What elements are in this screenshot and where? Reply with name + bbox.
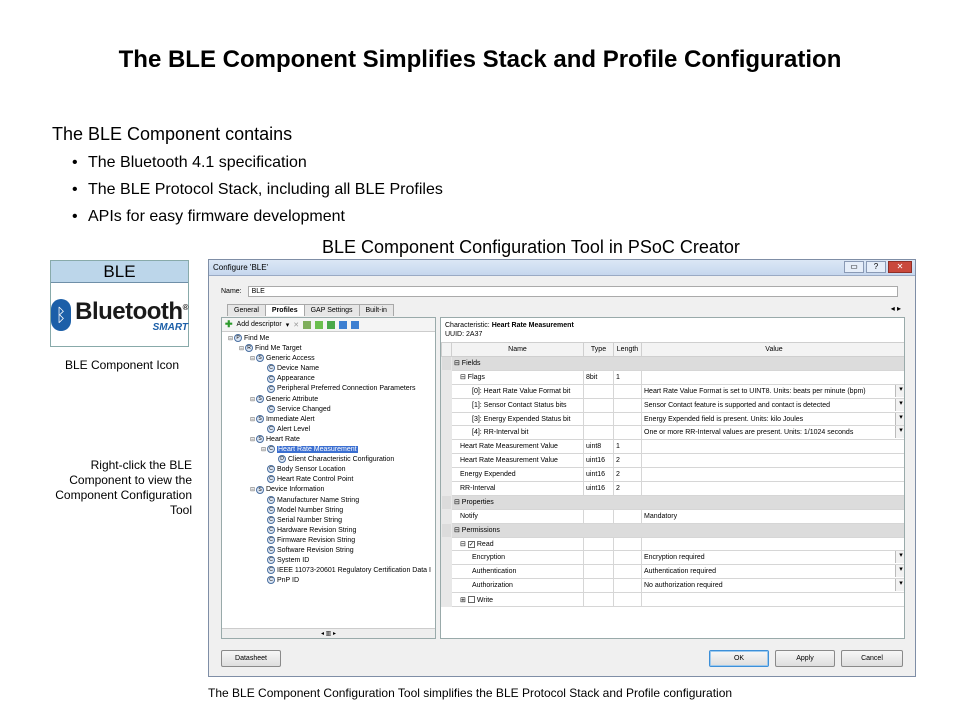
export-icon[interactable] [351, 321, 359, 329]
grid-row [442, 579, 906, 593]
grid-cell-name: [4]: RR-Interval bit [472, 429, 529, 437]
tree-item-label: Immediate Alert [266, 415, 315, 423]
grid-row [442, 440, 906, 454]
grid-cell-type [584, 426, 614, 440]
grid-cell-type [584, 509, 614, 523]
grid-cell-type [584, 593, 614, 607]
grid-row [442, 454, 906, 468]
bluetooth-smart-logo [51, 283, 188, 347]
bullet-item: • The BLE Protocol Stack, including all BLE Profiles [72, 179, 443, 206]
bottom-caption: The BLE Component Configuration Tool simplifies the BLE Protocol Stack and Profile configuration [208, 686, 733, 700]
grid-row [442, 398, 906, 412]
tree-item[interactable] [222, 485, 435, 495]
tree-item-label: Model Number String [277, 506, 344, 514]
right-click-note: Right-click the BLE Component to view the Component Configuration Tool [55, 458, 192, 517]
tree-item-label: Peripheral Preferred Connection Parameters [277, 385, 416, 393]
grid-row [442, 370, 906, 384]
icon-caption: BLE Component Icon [64, 358, 180, 372]
grid-cell-length: 2 [614, 482, 642, 496]
tree-item[interactable] [222, 496, 435, 506]
grid-cell-name: Authentication [472, 568, 517, 576]
tree-expander-icon[interactable]: ⊟ [250, 396, 256, 403]
tree-item[interactable] [222, 536, 435, 546]
tree-item[interactable] [222, 465, 435, 475]
grid-row [442, 384, 906, 398]
grid-cell-type [584, 384, 614, 398]
grid-cell-type [584, 565, 614, 579]
grid-cell-length [614, 565, 642, 579]
fields-grid [441, 342, 905, 607]
tab-scroll-arrows[interactable]: ◂ ▸ [890, 304, 901, 313]
grid-cell-name: RR-Interval [460, 484, 496, 492]
name-row [221, 286, 898, 297]
dialog-button-row [221, 650, 903, 668]
tree-node-icon: R [245, 344, 253, 352]
grid-cell-length [614, 537, 642, 551]
grid-row [442, 468, 906, 482]
grid-cell-name: Notify [460, 512, 478, 520]
grid-cell-length [614, 509, 642, 523]
grid-row [442, 565, 906, 579]
grid-cell-name: ⊟ Flags [460, 374, 485, 382]
column-header-name: Name [452, 343, 584, 357]
grid-row [442, 482, 906, 496]
tree-item[interactable] [222, 445, 435, 455]
permission-checkbox[interactable] [468, 596, 475, 603]
add-descriptor-button[interactable]: Add descriptor [236, 321, 282, 328]
tree-item-label: Find Me [244, 335, 270, 342]
grid-cell-name: Read [476, 541, 494, 549]
tree-item[interactable] [222, 344, 435, 354]
tree-item-label: System ID [277, 557, 310, 565]
grid-cell-length: 1 [614, 370, 642, 384]
tree-node-icon: C [267, 445, 275, 453]
grid-cell-value[interactable] [642, 482, 906, 496]
tree-node-icon: C [267, 405, 275, 413]
tree-node-icon: D [278, 455, 286, 463]
tree-node-icon: P [234, 334, 242, 342]
grid-row [442, 509, 906, 523]
tree-item-label: Body Sensor Location [277, 466, 346, 474]
tree-item-label: Generic Access [266, 355, 315, 363]
grid-cell-name: Energy Expended [460, 471, 516, 479]
tab-built-in[interactable]: Built-in [359, 304, 394, 316]
tree-node-icon: S [256, 435, 264, 443]
grid-section-label[interactable]: ⊟ Permissions [452, 523, 906, 537]
feature-bullet-list [72, 152, 443, 233]
tree-item-label: IEEE 11073-20601 Regulatory Certification Data I [277, 567, 431, 575]
tree-item[interactable] [222, 576, 435, 586]
profile-tree-pane [221, 317, 436, 639]
grid-cell-length [614, 398, 642, 412]
grid-cell-type: uint16 [584, 482, 614, 496]
tree-horizontal-scrollbar[interactable]: ◂ ▥ ▸ [222, 628, 435, 638]
column-header-value: Value [642, 343, 906, 357]
ok-button[interactable]: OK [709, 650, 769, 667]
grid-cell-value-dropdown[interactable]: Encryption required ▾ [642, 551, 906, 565]
tree-item[interactable] [222, 435, 435, 445]
bullet-item: • The Bluetooth 4.1 specification [72, 152, 443, 179]
tree-item-label: Service Changed [277, 405, 331, 413]
grid-cell-type [584, 398, 614, 412]
tree-item[interactable] [222, 354, 435, 364]
ble-component-icon[interactable] [50, 260, 189, 347]
grid-cell-value[interactable] [642, 454, 906, 468]
grid-row [442, 593, 906, 607]
tree-item[interactable] [222, 415, 435, 425]
import-icon[interactable] [339, 321, 347, 329]
grid-section-label[interactable]: ⊟ Properties [452, 495, 906, 509]
grid-cell-value[interactable] [642, 468, 906, 482]
grid-cell-name: Authorization [472, 582, 513, 590]
grid-cell-value-dropdown[interactable]: Sensor Contact feature is supported and contact is detected ▾ [642, 398, 906, 412]
tree-item[interactable] [222, 475, 435, 485]
grid-cell-type [584, 537, 614, 551]
grid-section-row [442, 523, 906, 537]
tree-toolbar [222, 318, 435, 332]
grid-cell-type [584, 579, 614, 593]
tree-node-icon: C [267, 425, 275, 433]
apply-button[interactable]: Apply [775, 650, 835, 667]
tree-node-icon: C [267, 516, 275, 524]
grid-cell-value[interactable] [642, 440, 906, 454]
tree-item-label: Software Revision String [277, 546, 354, 554]
row-expander-icon[interactable]: ⊟ [460, 541, 466, 549]
grid-row [442, 426, 906, 440]
chevron-down-icon[interactable]: ▾ [285, 321, 290, 329]
tree-item[interactable] [222, 364, 435, 374]
grid-cell-type [584, 412, 614, 426]
bluetooth-icon: ᛒ [51, 299, 71, 331]
grid-section-label[interactable]: ⊟ Fields [452, 357, 906, 371]
grid-cell-value[interactable]: Mandatory [642, 509, 906, 523]
tab-profiles[interactable]: Profiles [265, 304, 305, 316]
grid-cell-length [614, 384, 642, 398]
intro-text: The BLE Component contains [52, 124, 293, 144]
grid-cell-name: Encryption [472, 554, 506, 562]
grid-cell-value-dropdown[interactable]: Energy Expended field is present. Units: kilo Joules ▾ [642, 412, 906, 426]
tree-item[interactable] [222, 455, 435, 465]
tool-caption: BLE Component Configuration Tool in PSoC Creator [322, 237, 740, 257]
expand-all-icon[interactable] [303, 321, 311, 329]
grid-cell-value[interactable] [642, 593, 906, 607]
tree-item-label: Device Name [277, 365, 320, 373]
grid-cell-value[interactable] [642, 370, 906, 384]
help-button[interactable]: ? [866, 261, 886, 273]
tree-item[interactable] [222, 526, 435, 536]
tree-expander-icon[interactable]: ⊟ [250, 436, 256, 443]
tree-expander-icon[interactable]: ⊟ [250, 356, 256, 363]
grid-section-row [442, 495, 906, 509]
tree-item[interactable] [222, 566, 435, 576]
tree-item-label: Device Information [266, 486, 325, 494]
tree-item-label: Serial Number String [277, 516, 342, 524]
grid-cell-value-dropdown[interactable]: One or more RR-Interval values are present. Units: 1/1024 seconds ▾ [642, 426, 906, 440]
tree-node-icon: C [267, 536, 275, 544]
bullet-item: • APIs for easy firmware development [72, 206, 443, 233]
tree-item-label: Firmware Revision String [277, 536, 356, 544]
grid-cell-name: [1]: Sensor Contact Status bits [472, 401, 567, 409]
tree-node-icon: S [256, 395, 264, 403]
grid-cell-length: 1 [614, 440, 642, 454]
tree-node-icon: S [256, 354, 264, 362]
move-up-icon[interactable] [315, 321, 323, 329]
grid-cell-length [614, 579, 642, 593]
tree-item[interactable] [222, 506, 435, 516]
tree-item[interactable] [222, 384, 435, 394]
characteristic-label: Characteristic: [445, 322, 490, 329]
dialog-title: Configure 'BLE' [213, 263, 269, 272]
tree-item[interactable] [222, 334, 435, 344]
tree-node-icon: S [256, 415, 264, 423]
characteristic-header [441, 318, 904, 342]
tree-item[interactable] [222, 516, 435, 526]
grid-cell-length [614, 551, 642, 565]
add-icon: ✚ [225, 319, 233, 329]
grid-cell-length [614, 593, 642, 607]
column-header-type: Type [584, 343, 614, 357]
grid-row [442, 551, 906, 565]
tree-node-icon: C [267, 566, 275, 574]
tree-node-icon: C [267, 364, 275, 372]
grid-cell-value-dropdown[interactable]: No authorization required ▾ [642, 579, 906, 593]
tree-node-icon: C [267, 546, 275, 554]
restore-button[interactable]: ▭ [844, 261, 864, 273]
tree-item[interactable] [222, 374, 435, 384]
tree-expander-icon[interactable]: ⊟ [250, 487, 256, 494]
dialog-titlebar [209, 260, 915, 276]
tree-item-label: Manufacturer Name String [277, 496, 360, 504]
tree-item-label: Heart Rate [266, 435, 300, 443]
grid-cell-type: uint16 [584, 454, 614, 468]
name-input[interactable]: BLE [248, 286, 898, 297]
tree-node-icon: C [267, 556, 275, 564]
tree-node-icon: S [256, 486, 264, 494]
tree-item-label: Heart Rate Control Point [277, 476, 354, 484]
grid-cell-length: 2 [614, 468, 642, 482]
grid-cell-name: Heart Rate Measurement Value [460, 443, 558, 451]
ble-icon-header: BLE [51, 261, 188, 283]
slide-title: The BLE Component Simplifies Stack and Profile Configuration [118, 46, 842, 73]
tree-node-icon: C [267, 385, 275, 393]
grid-cell-type: uint16 [584, 468, 614, 482]
grid-cell-type [584, 551, 614, 565]
delete-icon[interactable]: ✕ [293, 321, 300, 329]
tree-item-label: Alert Level [277, 425, 311, 433]
tree-item-label: Generic Attribute [266, 395, 319, 403]
tree-node-icon: C [267, 526, 275, 534]
tab-gap-settings[interactable]: GAP Settings [304, 304, 360, 316]
characteristic-pane [440, 317, 905, 639]
grid-cell-type: uint8 [584, 440, 614, 454]
column-header-length: Length [614, 343, 642, 357]
tab-general[interactable]: General [227, 304, 266, 316]
grid-section-row [442, 357, 906, 371]
grid-cell-length [614, 426, 642, 440]
grid-row [442, 412, 906, 426]
grid-cell-length: 2 [614, 454, 642, 468]
tree-node-icon: C [267, 475, 275, 483]
grid-cell-name: [3]: Energy Expended Status bit [472, 415, 571, 423]
tree-item[interactable] [222, 405, 435, 415]
grid-cell-value-dropdown[interactable]: Authentication required ▾ [642, 565, 906, 579]
tree-node-icon: C [267, 375, 275, 383]
profile-tree [222, 332, 435, 586]
tree-item-label: Heart Rate Measurement [278, 446, 357, 454]
tree-node-icon: C [267, 465, 275, 473]
tree-expander-icon[interactable]: ⊟ [261, 447, 267, 454]
tree-node-icon: C [267, 506, 275, 514]
uuid-value: 2A37 [466, 331, 483, 338]
tree-expander-icon[interactable]: ⊟ [239, 346, 245, 353]
tab-bar [227, 304, 393, 316]
name-label: Name: [221, 288, 242, 295]
tree-item-label: Hardware Revision String [277, 526, 357, 534]
grid-cell-type: 8bit [584, 370, 614, 384]
grid-cell-value-dropdown[interactable]: Heart Rate Value Format is set to UINT8. Units: beats per minute (bpm) ▾ [642, 384, 906, 398]
move-down-icon[interactable] [327, 321, 335, 329]
uuid-label: UUID: [445, 331, 465, 338]
tree-item-label: Appearance [277, 375, 315, 383]
tree-item[interactable] [222, 556, 435, 566]
tree-item[interactable] [222, 546, 435, 556]
datasheet-button[interactable]: Datasheet [221, 650, 281, 667]
tree-expander-icon[interactable]: ⊟ [228, 336, 234, 342]
row-expander-icon[interactable]: ⊞ [460, 596, 466, 604]
tree-item[interactable] [222, 395, 435, 405]
tree-node-icon: C [267, 576, 275, 584]
tree-item[interactable] [222, 425, 435, 435]
grid-cell-value[interactable] [642, 537, 906, 551]
grid-cell-name: Heart Rate Measurement Value [460, 457, 558, 465]
permission-checkbox[interactable]: ✓ [468, 541, 474, 548]
configure-ble-dialog [208, 259, 916, 677]
grid-cell-name: [0]: Heart Rate Value Format bit [472, 387, 571, 395]
grid-cell-length [614, 412, 642, 426]
tree-expander-icon[interactable]: ⊟ [250, 416, 256, 423]
logo-word: Bluetooth [75, 297, 183, 325]
grid-row [442, 537, 906, 551]
logo-registered-mark: ® [182, 302, 188, 312]
tree-node-icon: C [267, 496, 275, 504]
logo-smart-text: SMART [152, 321, 188, 333]
grid-cell-name: Write [476, 596, 494, 604]
cancel-button[interactable]: Cancel [841, 650, 903, 667]
characteristic-name: Heart Rate Measurement [491, 322, 574, 329]
tree-item-label: Client Characteristic Configuration [288, 456, 395, 464]
tree-item-label: Find Me Target [255, 345, 302, 353]
close-button[interactable]: ✕ [888, 261, 912, 273]
tree-item-label: PnP ID [277, 577, 300, 585]
